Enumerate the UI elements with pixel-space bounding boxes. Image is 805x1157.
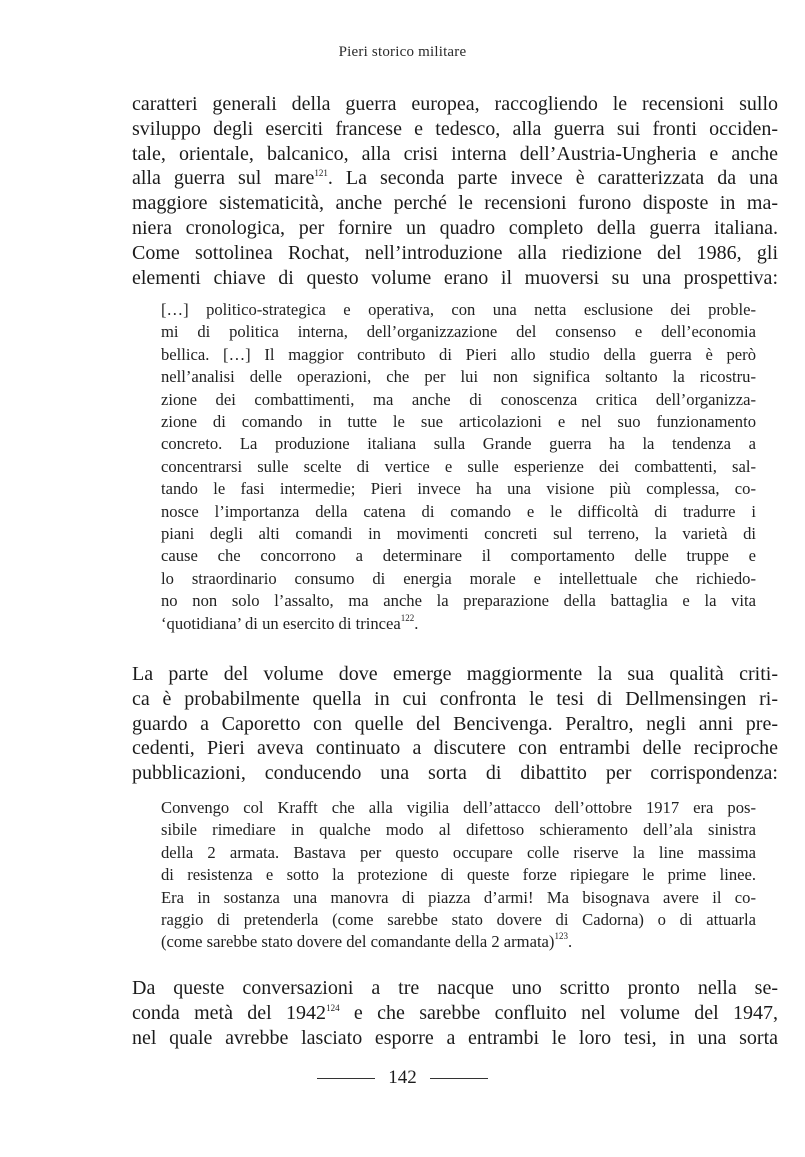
quote-line: della 2 armata. Bastava per questo occupare colle riserve la line massima [161,842,756,862]
page-number: 142 [388,1067,417,1088]
paragraph-2 [132,662,778,786]
quote-line: cause che concorrono a determinare il comportamento delle truppe e [161,546,756,566]
quote-line: di resistenza e sotto la protezione di queste forze ripiegare le prime linee. [161,865,756,885]
quote-line: lo straordinario consumo di energia morale e intellettuale che richiedo- [161,568,756,588]
footnote-ref: 121 [314,168,328,179]
quote-line: ‘quotidiana’ di un esercito di trincea$^{122}$. [161,612,419,633]
quote-line: sibile rimediare in qualche modo al difettoso schieramento dell’ala sinistra [161,820,756,840]
block-quote-1 [161,299,756,635]
footer-rule-right [430,1078,488,1079]
text-line: guardo a Caporetto con quelle del Bencivenga. Peraltro, negli anni pre- [132,712,778,735]
text-line: La parte del volume dove emerge maggiormente la sua qualità criti- [132,663,778,685]
text-line: alla guerra sul mare$^{121}$. La seconda parte invece è caratterizzata da una [132,167,778,190]
block-quote-2 [161,797,756,954]
quote-line: Era in sostanza una manovra di piazza d’armi! Ma bisognava avere il co- [161,887,756,907]
page-footer [0,1067,805,1089]
quote-line: (come sarebbe stato dovere del comandante della 2 armata)$^{123}$. [161,931,573,952]
text-line: maggiore sistematicità, anche perché le recensioni furono disposte in ma- [132,192,778,215]
footnote-ref: 123 [554,931,568,942]
text-line: caratteri generali della guerra europea, raccogliendo le recensioni sullo [132,93,778,115]
quote-line: raggio di pretenderla (come sarebbe stato dovere di Cadorna) o di attuarla [161,910,756,930]
quote-line: nosce l’importanza della catena di comando e le difficoltà di tradurre i [161,501,756,521]
text-line: nel quale avrebbe lasciato esporre a entrambi le loro tesi, in una sorta [132,1026,778,1049]
text-line: Da queste conversazioni a tre nacque uno scritto pronto nella se- [132,977,778,999]
quote-line: tando le fasi intermedie; Pieri invece ha una visione più complessa, co- [161,479,756,499]
text-line: niera cronologica, per fornire un quadro completo della guerra italiana. [132,216,778,239]
quote-line: mi di politica interna, dell’organizzazione del consenso e dell’economia [161,322,756,342]
quote-line: concentrarsi sulle scelte di vertice e sulle esperienze dei combattenti, sal- [161,456,756,476]
footer-rule-left [317,1078,375,1079]
quote-line: zione di comando in tutte le sue articolazioni e nel suo funzionamento [161,412,756,432]
text-line: ca è probabilmente quella in cui confronta le tesi di Dellmensingen ri- [132,687,778,710]
quote-line: bellica. […] Il maggior contributo di Pieri allo studio della guerra è però [161,344,756,364]
footnote-ref: 122 [400,612,415,623]
text-line: pubblicazioni, conducendo una sorta di dibattito per corrispondenza: [132,762,778,785]
text-line: elementi chiave di questo volume erano il muoversi su una prospettiva: [132,266,778,289]
text-line: conda metà del 1942$^{124}$ e che sarebbe confluito nel volume del 1947, [132,1001,778,1024]
running-header: Pieri storico militare [338,44,467,60]
quote-line: nell’analisi delle operazioni, che per lui non significa soltanto la ricostru- [161,367,756,387]
quote-line: […] politico-strategica e operativa, con una netta esclusione dei proble- [161,300,756,319]
footnote-ref: 124 [326,1002,340,1013]
text-line: Come sottolinea Rochat, nell’introduzione alla riedizione del 1986, gli [132,241,778,264]
quote-line: concreto. La produzione italiana sulla Grande guerra ha la tendenza a [161,434,756,454]
text-line: tale, orientale, balcanico, alla crisi interna dell’Austria-Ungheria e anche [132,142,778,165]
quote-line: piani degli alti comandi in movimenti concreti sul terreno, la varietà di [161,524,756,544]
quote-line: zione dei combattimenti, ma anche di conoscenza critica dell’organizza- [161,389,756,409]
text-line: sviluppo degli eserciti francese e tedesco, alla guerra sui fronti occiden- [132,117,778,140]
text-line: cedenti, Pieri aveva continuato a discutere con entrambi delle reciproche [132,737,778,760]
paragraph-3 [132,976,778,1050]
quote-line: Convengo col Krafft che alla vigilia dell’attacco dell’ottobre 1917 era pos- [161,798,756,817]
paragraph-1 [132,92,778,290]
quote-line: no non solo l’assalto, ma anche la preparazione della battaglia e la vita [161,591,756,611]
